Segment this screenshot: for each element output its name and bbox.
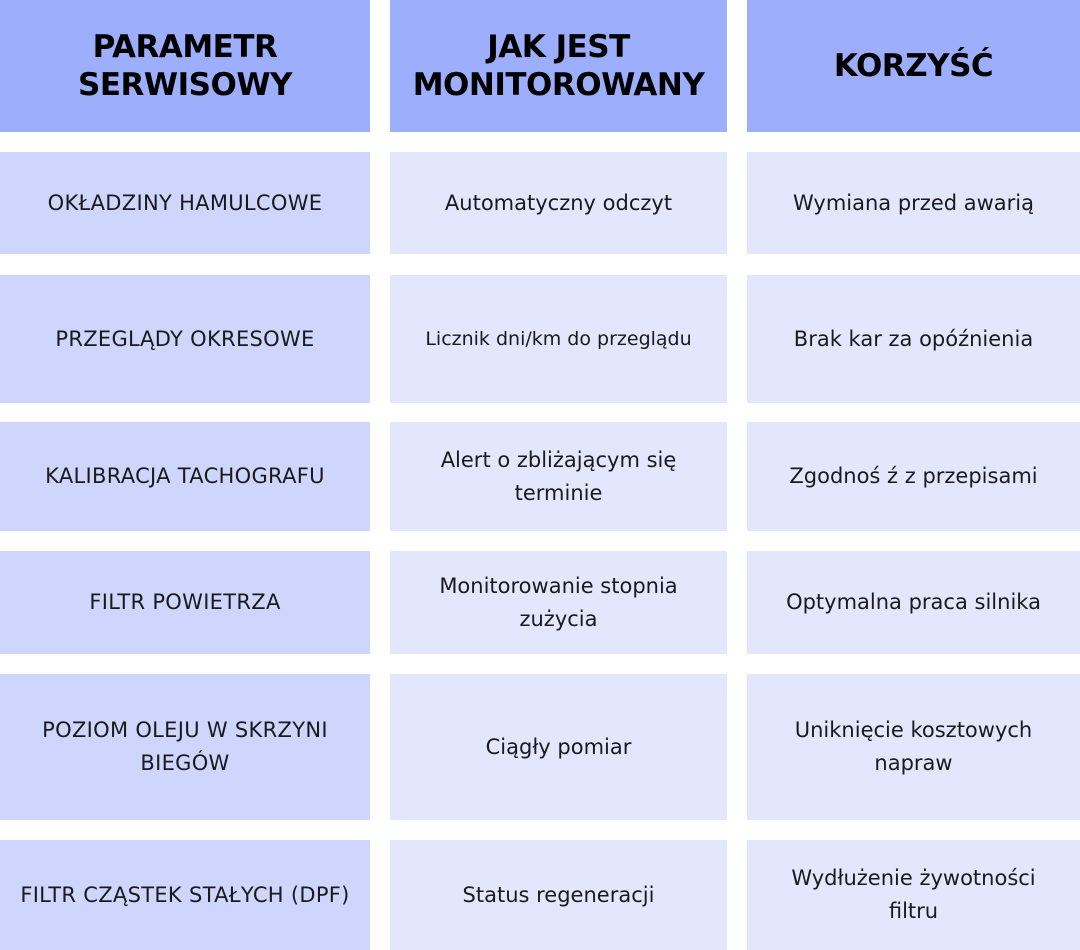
table-row-3-korzysc <box>747 422 1080 531</box>
cell-text: Optymalna praca silnika <box>786 590 1041 614</box>
cell-text: Ciągły pomiar <box>485 734 632 759</box>
cell-text: Alert o zbliżającym się terminie <box>440 447 677 505</box>
table-row-5-parametr <box>0 674 370 820</box>
header-parametr-label: PARAMETR SERWISOWY <box>78 29 292 103</box>
table-row-4-monitoring <box>390 551 727 654</box>
cell-text: Monitorowanie stopnia zużycia <box>439 573 678 631</box>
cell-text: FILTR CZĄSTEK STAŁYCH (DPF) <box>20 882 350 907</box>
table-row-5-monitoring <box>390 674 727 820</box>
cell-text: Wymiana przed awarią <box>793 190 1034 215</box>
table-row-3-monitoring <box>390 422 727 531</box>
cell-text: PRZEGLĄDY OKRESOWE <box>55 326 315 351</box>
table-row-2-monitoring <box>390 275 727 403</box>
header-korzysc <box>747 0 1080 132</box>
cell-text: Zgodnoś ź z przepisami <box>789 464 1038 488</box>
cell-text: Status regeneracji <box>462 882 655 907</box>
table-row-1-korzysc <box>747 152 1080 254</box>
table-row-4-parametr <box>0 551 370 654</box>
cell-text: Automatyczny odczyt <box>444 190 673 215</box>
table-row-3-parametr <box>0 422 370 531</box>
table-row-6-monitoring <box>390 840 727 950</box>
table-row-6-korzysc <box>747 840 1080 950</box>
cell-text: Uniknięcie kosztowych napraw <box>794 718 1033 775</box>
cell-text: KALIBRACJA TACHOGRAFU <box>45 464 325 488</box>
table-row-5-korzysc <box>747 674 1080 820</box>
header-parametr <box>0 0 370 132</box>
table-row-2-parametr <box>0 275 370 403</box>
cell-text: Licznik dni/km do przeglądu <box>425 327 692 350</box>
cell-text: Brak kar za opóźnienia <box>793 326 1034 351</box>
table-row-1-parametr <box>0 152 370 254</box>
table-row-4-korzysc <box>747 551 1080 654</box>
cell-text: POZIOM OLEJU W SKRZYNI BIEGÓW <box>42 718 328 775</box>
header-korzysc-label: KORZYŚĆ <box>833 48 994 84</box>
table-row-1-monitoring <box>390 152 727 254</box>
table-row-6-parametr <box>0 840 370 950</box>
header-monitoring <box>390 0 727 132</box>
header-monitoring-label: JAK JEST MONITOROWANY <box>412 29 705 103</box>
cell-text: FILTR POWIETRZA <box>89 590 281 614</box>
table-row-2-korzysc <box>747 275 1080 403</box>
cell-text: OKŁADZINY HAMULCOWE <box>47 190 323 215</box>
cell-text: Wydłużenie żywotności filtru <box>791 866 1036 923</box>
